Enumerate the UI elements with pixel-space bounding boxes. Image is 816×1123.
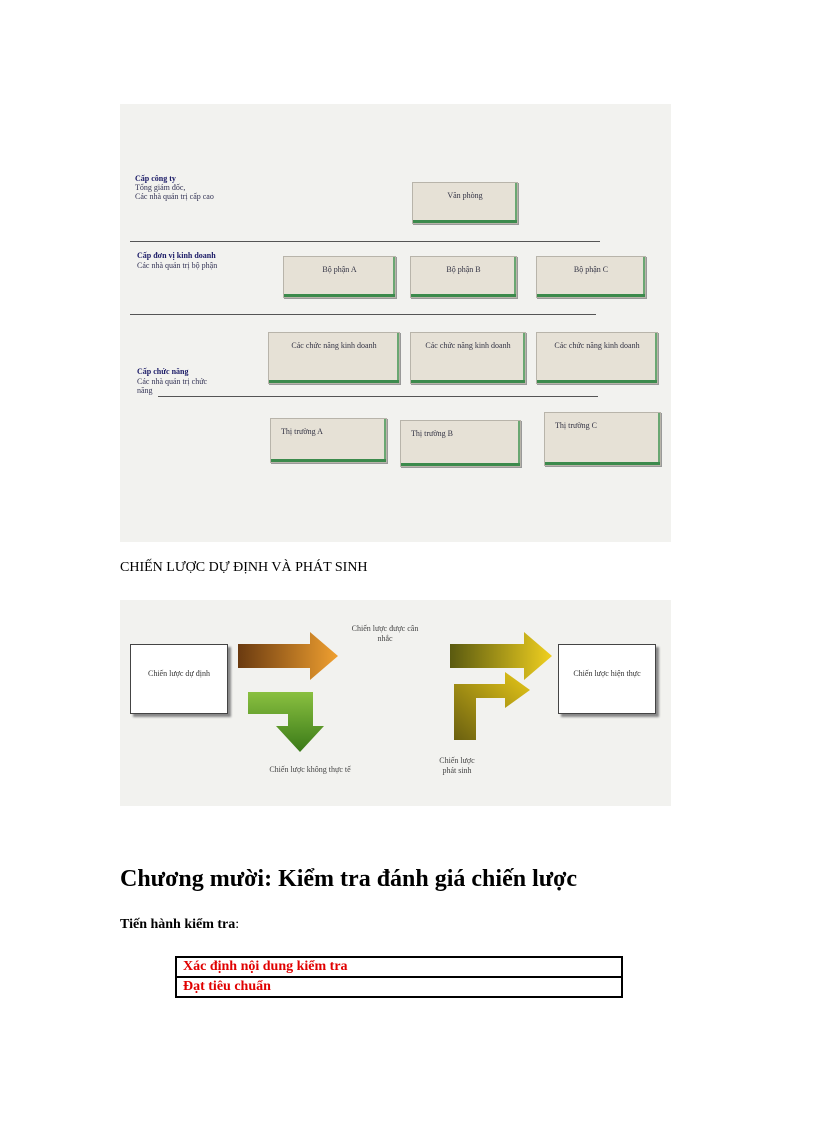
emergent-strategy-label: Chiến lược phát sinh (439, 756, 475, 775)
business-level-title: Cấp đơn vị kinh doanh (137, 251, 216, 260)
strategy-diagram (120, 600, 671, 806)
table-row (176, 977, 622, 997)
deliberate-strategy-label: Chiến lược được cân nhắc (351, 624, 419, 643)
intended-strategy-box: Chiến lược dự định (130, 644, 228, 714)
realized-strategy-box: Chiến lược hiện thực (558, 644, 656, 714)
organization-levels-diagram (120, 104, 671, 542)
market-box: Thị trường C (544, 412, 661, 466)
division-box: Bộ phận C (536, 256, 646, 298)
section-heading: CHIẾN LƯỢC DỰ ĐỊNH VÀ PHÁT SINH (120, 560, 368, 575)
office-box: Văn phòng (412, 182, 518, 224)
unrealized-strategy-label: Chiến lược không thực tế (269, 765, 351, 774)
function-box: Các chức năng kinh doanh (410, 332, 526, 384)
unrealized-arrow (248, 692, 324, 752)
function-box: Các chức năng kinh doanh (536, 332, 658, 384)
step-cell: Xác định nội dung kiểm tra (176, 957, 622, 977)
market-box: Thị trường A (270, 418, 387, 463)
emergent-arrow (454, 672, 530, 740)
corporate-level-desc: Tổng giám đốc, Các nhà quản trị cấp cao (135, 183, 214, 201)
divider (130, 314, 596, 315)
step-cell: Đạt tiêu chuẩn (176, 977, 622, 997)
business-level-desc: Các nhà quản trị bộ phận (137, 261, 218, 270)
inspection-steps-table (175, 956, 623, 998)
functional-level-title: Cấp chức năng (137, 367, 189, 376)
division-box: Bộ phận A (283, 256, 396, 298)
division-box: Bộ phận B (410, 256, 517, 298)
progress-label: Tiến hành kiểm tra: (120, 917, 240, 932)
divider (158, 396, 598, 397)
chapter-title: Chương mười: Kiểm tra đánh giá chiến lược (120, 866, 578, 892)
market-box: Thị trường B (400, 420, 521, 467)
function-box: Các chức năng kinh doanh (268, 332, 400, 384)
divider (130, 241, 600, 242)
deliberate-arrow (238, 632, 338, 680)
corporate-level-title: Cấp công ty (135, 174, 176, 183)
realized-arrow (450, 632, 552, 680)
table-row (176, 957, 622, 977)
functional-level-desc: Các nhà quản trị chức năng (137, 377, 208, 395)
